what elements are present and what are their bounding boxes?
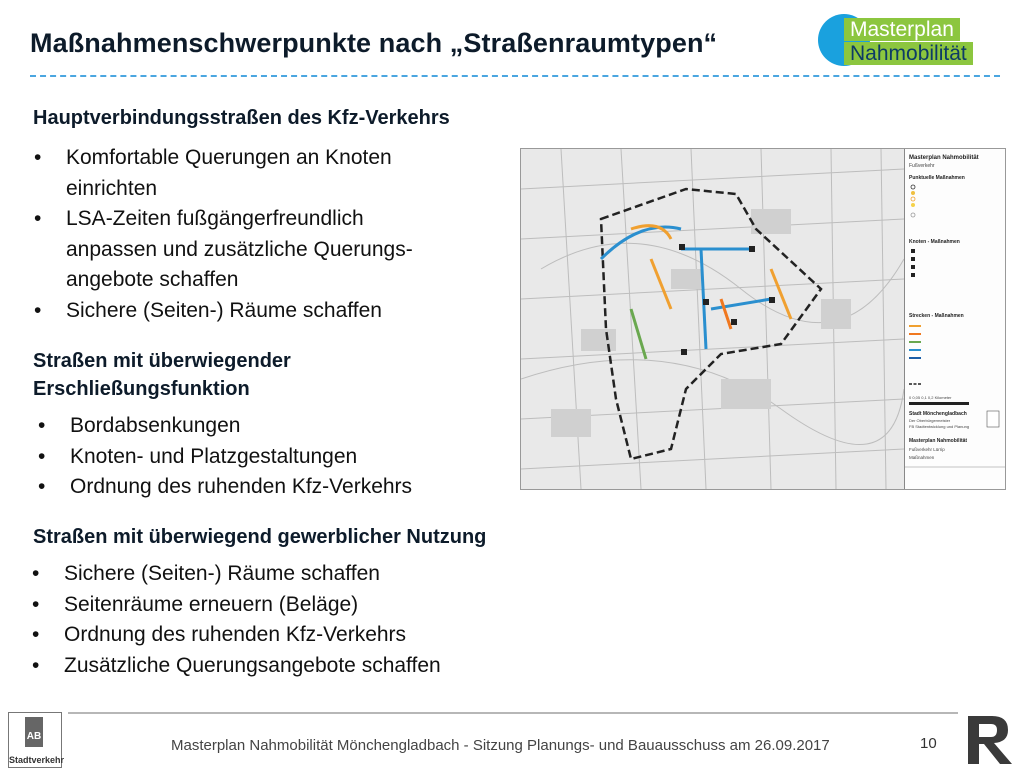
- legend-section-2: Knoten - Maßnahmen: [909, 239, 960, 245]
- bullet-item: • LSA-Zeiten fußgängerfreundlich anpassen und zusätzliche Querungs- angebote schaffen: [34, 204, 504, 296]
- legend-graphic: [905, 149, 1005, 489]
- bullet-item: • Bordabsenkungen: [38, 411, 508, 442]
- section-3-bullets: [32, 559, 632, 681]
- page-title: Maßnahmenschwerpunkte nach „Straßenraumtypen“: [30, 28, 718, 58]
- bullet-item: • Ordnung des ruhenden Kfz-Verkehrs: [32, 620, 632, 651]
- legend-dept-2: FB Stadtentwicklung und Planung: [909, 424, 970, 429]
- map-legend: [904, 149, 1005, 489]
- legend-section-1: Punktuelle Maßnahmen: [909, 175, 965, 181]
- ab-logo-text: Stadtverkehr: [9, 755, 65, 765]
- ab-logo-mark: AB: [25, 717, 43, 747]
- section-2-heading: Straßen mit überwiegender Erschließungsfunktion: [33, 350, 291, 400]
- bullet-item: • Sichere (Seiten-) Räume schaffen: [34, 296, 504, 327]
- map-graphic: [521, 149, 904, 489]
- footer-text: Masterplan Nahmobilität Mönchengladbach - Sitzung Planungs- und Bauausschuss am 26.09.2017: [171, 737, 830, 754]
- legend-title-1: Masterplan Nahmobilität: [909, 155, 979, 161]
- footer-divider: [68, 712, 958, 714]
- header-divider: [30, 75, 1000, 77]
- section-2-bullets: [38, 411, 508, 503]
- masterplan-logo: [818, 14, 1008, 68]
- legend-measures: Maßnahmen: [909, 455, 935, 460]
- bullet-item: • Knoten- und Platzgestaltungen: [38, 442, 508, 473]
- legend-section-3: Strecken - Maßnahmen: [909, 313, 964, 319]
- bullet-item: • Zusätzliche Querungsangebote schaffen: [32, 651, 632, 682]
- logo-line-1: Masterplan: [844, 18, 960, 41]
- bullet-item: • Seitenräume erneuern (Beläge): [32, 590, 632, 621]
- legend-title-2: Fußverkehr: [909, 163, 935, 169]
- section-1-bullets: [34, 143, 504, 326]
- section-1-heading: Hauptverbindungsstraßen des Kfz-Verkehrs: [33, 107, 450, 129]
- legend-city: Stadt Mönchengladbach: [909, 411, 967, 417]
- ab-stadtverkehr-logo: [8, 712, 65, 768]
- legend-plan-title: Masterplan Nahmobilität: [909, 438, 968, 444]
- page-number: 10: [920, 735, 937, 752]
- measures-map: [520, 148, 1006, 490]
- bullet-item: • Ordnung des ruhenden Kfz-Verkehrs: [38, 472, 508, 503]
- legend-dept-1: Der Oberbürgermeister: [909, 418, 951, 423]
- r-logo-icon: [962, 712, 1018, 768]
- section-3-heading: Straßen mit überwiegend gewerblicher Nutzung: [33, 526, 487, 548]
- coat-of-arms-icon: [987, 411, 999, 427]
- logo-line-2: Nahmobilität: [844, 42, 973, 65]
- bullet-item: • Komfortable Querungen an Knoten einrichten: [34, 143, 504, 204]
- legend-scale: 0 0,05 0,1 0,2 Kilometer: [909, 395, 952, 400]
- legend-area: Fußverkehr Lürrip: [909, 447, 945, 452]
- bullet-item: • Sichere (Seiten-) Räume schaffen: [32, 559, 632, 590]
